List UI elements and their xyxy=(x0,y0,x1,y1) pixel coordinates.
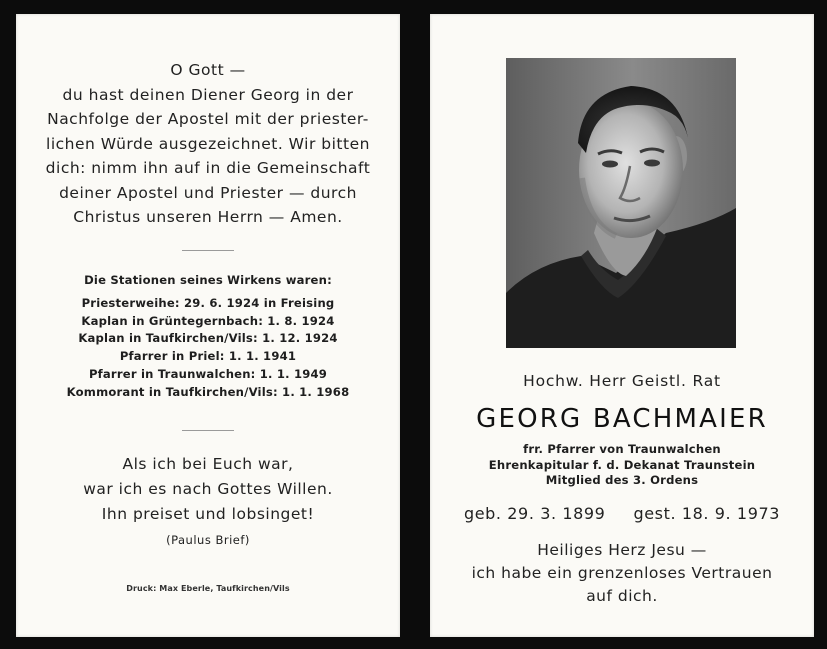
verse-line: Als ich bei Euch war, xyxy=(122,455,294,473)
birth-date: geb. 29. 3. 1899 xyxy=(463,504,606,523)
honorific-title: Hochw. Herr Geistl. Rat xyxy=(523,372,721,390)
printer-imprint: Druck: Max Eberle, Taufkirchen/Vils xyxy=(126,584,290,593)
right-card-panel xyxy=(430,14,814,637)
left-card-panel xyxy=(16,14,400,637)
role-item: Mitglied des 3. Ordens xyxy=(545,473,699,487)
prayer-line: lichen Würde ausgezeichnet. Wir bitten xyxy=(46,134,370,153)
motto-line: ich habe ein grenzenloses Vertrauen xyxy=(471,564,773,582)
verse-line: Ihn preiset und lobsinget! xyxy=(101,505,315,523)
prayer-text xyxy=(16,58,400,230)
verse-line: war ich es nach Gottes Willen. xyxy=(83,480,333,498)
verse-source: (Paulus Brief) xyxy=(166,533,250,547)
station-item: Kaplan in Grüntegernbach: 1. 8. 1924 xyxy=(81,313,335,328)
prayer-line: du hast deinen Diener Georg in der xyxy=(62,85,354,104)
divider-rule xyxy=(182,250,234,251)
station-item: Pfarrer in Traunwalchen: 1. 1. 1949 xyxy=(88,366,328,381)
death-date: gest. 18. 9. 1973 xyxy=(633,504,781,523)
prayer-line: dich: nimm ihn auf in die Gemeinschaft xyxy=(45,159,371,177)
prayer-line: O Gott — xyxy=(170,61,246,79)
portrait-illustration xyxy=(506,58,736,348)
portrait-photo xyxy=(506,58,736,348)
divider-rule xyxy=(182,430,234,431)
stations-list xyxy=(16,272,400,402)
station-item: Kaplan in Taufkirchen/Vils: 1. 12. 1924 xyxy=(78,331,338,346)
deceased-name: GEORG BACHMAIER xyxy=(476,404,768,434)
motto-text xyxy=(430,539,814,608)
station-item: Priesterweihe: 29. 6. 1924 in Freising xyxy=(81,295,335,310)
station-item: Pfarrer in Priel: 1. 1. 1941 xyxy=(119,349,297,364)
roles-list xyxy=(430,442,814,489)
role-item: frr. Pfarrer von Traunwalchen xyxy=(523,442,721,456)
prayer-line: Nachfolge der Apostel mit der priester- xyxy=(47,110,369,128)
stations-heading: Die Stationen seines Wirkens waren: xyxy=(84,273,332,287)
motto-line: Heiliges Herz Jesu — xyxy=(537,541,707,559)
prayer-line: deiner Apostel und Priester — durch xyxy=(59,183,357,202)
life-dates xyxy=(430,504,814,523)
scripture-verse xyxy=(16,452,400,553)
prayer-line: Christus unseren Herrn — Amen. xyxy=(73,208,343,226)
role-item: Ehrenkapitular f. d. Dekanat Traunstein xyxy=(488,457,756,472)
motto-line: auf dich. xyxy=(586,587,658,605)
station-item: Kommorant in Taufkirchen/Vils: 1. 1. 1968 xyxy=(66,384,350,399)
